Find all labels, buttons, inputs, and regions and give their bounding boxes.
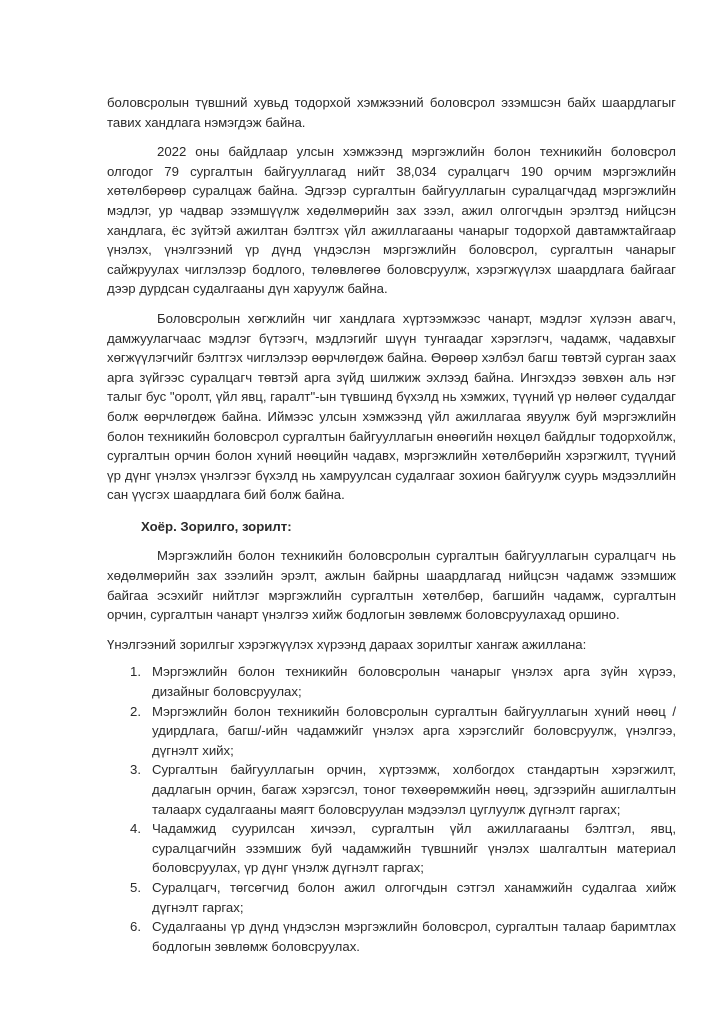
- paragraph-continuation: боловсролын түвшний хувьд тодорхой хэмжээний боловсрол эзэмшсэн байх шаардлагыг тавих хандлага нэмэгдэж байна.: [107, 95, 676, 130]
- list-number: 2.: [130, 703, 141, 719]
- list-number: 1.: [130, 664, 141, 680]
- list-item: [107, 819, 676, 878]
- tasks-lead: Үнэлгээний зорилгыг хэрэгжүүлэх хүрээнд дараах зорилтыг хангаж ажиллана:: [107, 636, 587, 652]
- section-heading: Хоёр. Зорилго, зорилт:: [141, 518, 292, 534]
- tasks-list: [107, 662, 676, 956]
- list-item: [107, 662, 676, 701]
- list-item: [107, 878, 676, 917]
- paragraph-statistics: 2022 оны байдлаар улсын хэмжээнд мэргэжлийн болон техникийн боловсрол олгодог 79 сургалтын байгууллагад нийт 38,034 суралцагч 190 орчим мэргэжлийн хөтөлбөрөөр суралцаж байна. Эдгээр сургалтын байгууллагын суралцагчдад мэргэжлийн мэдлэг, ур чадвар эзэмшүүлж хөдөлмөрийн зах зээл, ажил олгогчдын эрэлтэд нийцсэн хандлага, ёс зүйтэй ажилтан бэлтгэх үйл ажиллагааны чанарыг тодорхой давтамжтайгаар үнэлэх, үнэлгээний үр дүнд үндэслэн мэргэжлийн боловсрол, сургалтын чанарыг сайжруулах чиглэлээр бодлого, төлөвлөгөө боловсруулж, хэрэгжүүлэх шаардлага байгааг дээр дурдсан судалгааны дүн харуулж байна.: [107, 144, 676, 297]
- list-text: Сургалтын байгууллагын орчин, хүртээмж, холбогдох стандартын хэрэгжилт, дадлагын орчин, багаж хэрэгсэл, тоног төхөөрөмжийн нөөц, эдгээрийн ашиглалтын талаарх судалгааны маягт боловсруулан мэдээлэл цуглуулж дүгнэлт гаргах;: [152, 762, 676, 817]
- list-text: Чадамжид суурилсан хичээл, сургалтын үйл ажиллагааны бэлтгэл, явц, суралцагчийн эзэмшиж буй чадамжийн түвшнийг үнэлэх шалгалтын материал боловсруулах, үр дүнг үнэлж дүгнэлт гаргах;: [152, 821, 676, 876]
- paragraph-trends: Боловсролын хөгжлийн чиг хандлага хүртээмжээс чанарт, мэдлэг хүлээн авагч, дамжуулагчаас мэдлэг бүтээгч, мэдлэгийг шүүн тунгаадаг хэрэглэгч, чадамж, чадавхыг хөгжүүлэгчийг бэлтгэх чиглэлээр өөрчлөгдөж байна. Өөрөөр хэлбэл багш төвтэй сурган заах арга зүйгээс суралцагч төвтэй арга зүйд шилжиж эхлээд байна. Ингэхдээ зөвхөн аль нэг талыг бус "оролт, үйл явц, гаралт"-ын түвшинд бүхэлд нь хэмжих, түүний үр нөлөөг судалдаг болж өөрчлөгдөж байна. Иймээс улсын хэмжээнд үйл ажиллагаа явуулж буй мэргэжлийн болон техникийн боловсрол сургалтын байгууллагын өнөөгийн нөхцөл байдлыг тодорхойлж, сургалтын орчин болон хүний нөөцийн чадавх, мэргэжлийн хөтөлбөрийн хэрэгжилт, түүний үр дүнг үнэлэх үнэлгээг бүхэлд нь хамруулсан судалгааг зохион байгуулж суурь мэдээллийн сан үүсгэх шаардлага бий болж байна.: [107, 310, 676, 503]
- paragraph-goal: Мэргэжлийн болон техникийн боловсролын сургалтын байгууллагын суралцагч нь хөдөлмөрийн зах зээлийн эрэлт, ажлын байрны шаардлагад нийцсэн чадамж эзэмшиж байгаа эсэхийг нийтлэг мэргэжлийн сургалтын хөтөлбөр, багшийн чадамж, сургалтын орчин, сургалтын чанарт үнэлгээ хийж бодлогын зөвлөмж боловсруулахад оршино.: [107, 548, 676, 623]
- list-text: Мэргэжлийн болон техникийн боловсролын сургалтын байгууллагын хүний нөөц /удирдлага, багш/-ийн чадамжийг үнэлэх арга хэрэгслийг боловсруулж, үнэлгээ, дүгнэлт хийх;: [152, 703, 676, 758]
- list-item: [107, 760, 676, 819]
- list-item: [107, 702, 676, 761]
- list-number: 3.: [130, 762, 141, 778]
- list-text: Судалгааны үр дүнд үндэслэн мэргэжлийн боловсрол, сургалтын талаар баримтлах бодлогын зөвлөмж боловсруулах.: [152, 919, 676, 954]
- list-number: 5.: [130, 879, 141, 895]
- list-text: Суралцагч, төгсөгчид болон ажил олгогчдын сэтгэл ханамжийн судалгаа хийж дүгнэлт гаргах;: [152, 879, 676, 915]
- document-page: [107, 93, 676, 956]
- list-item: [107, 917, 676, 956]
- list-text: Мэргэжлийн болон техникийн боловсролын чанарыг үнэлэх арга зүйн хүрээ, дизайныг боловсруулах;: [152, 664, 676, 700]
- list-number: 6.: [130, 919, 141, 935]
- list-number: 4.: [130, 821, 141, 837]
